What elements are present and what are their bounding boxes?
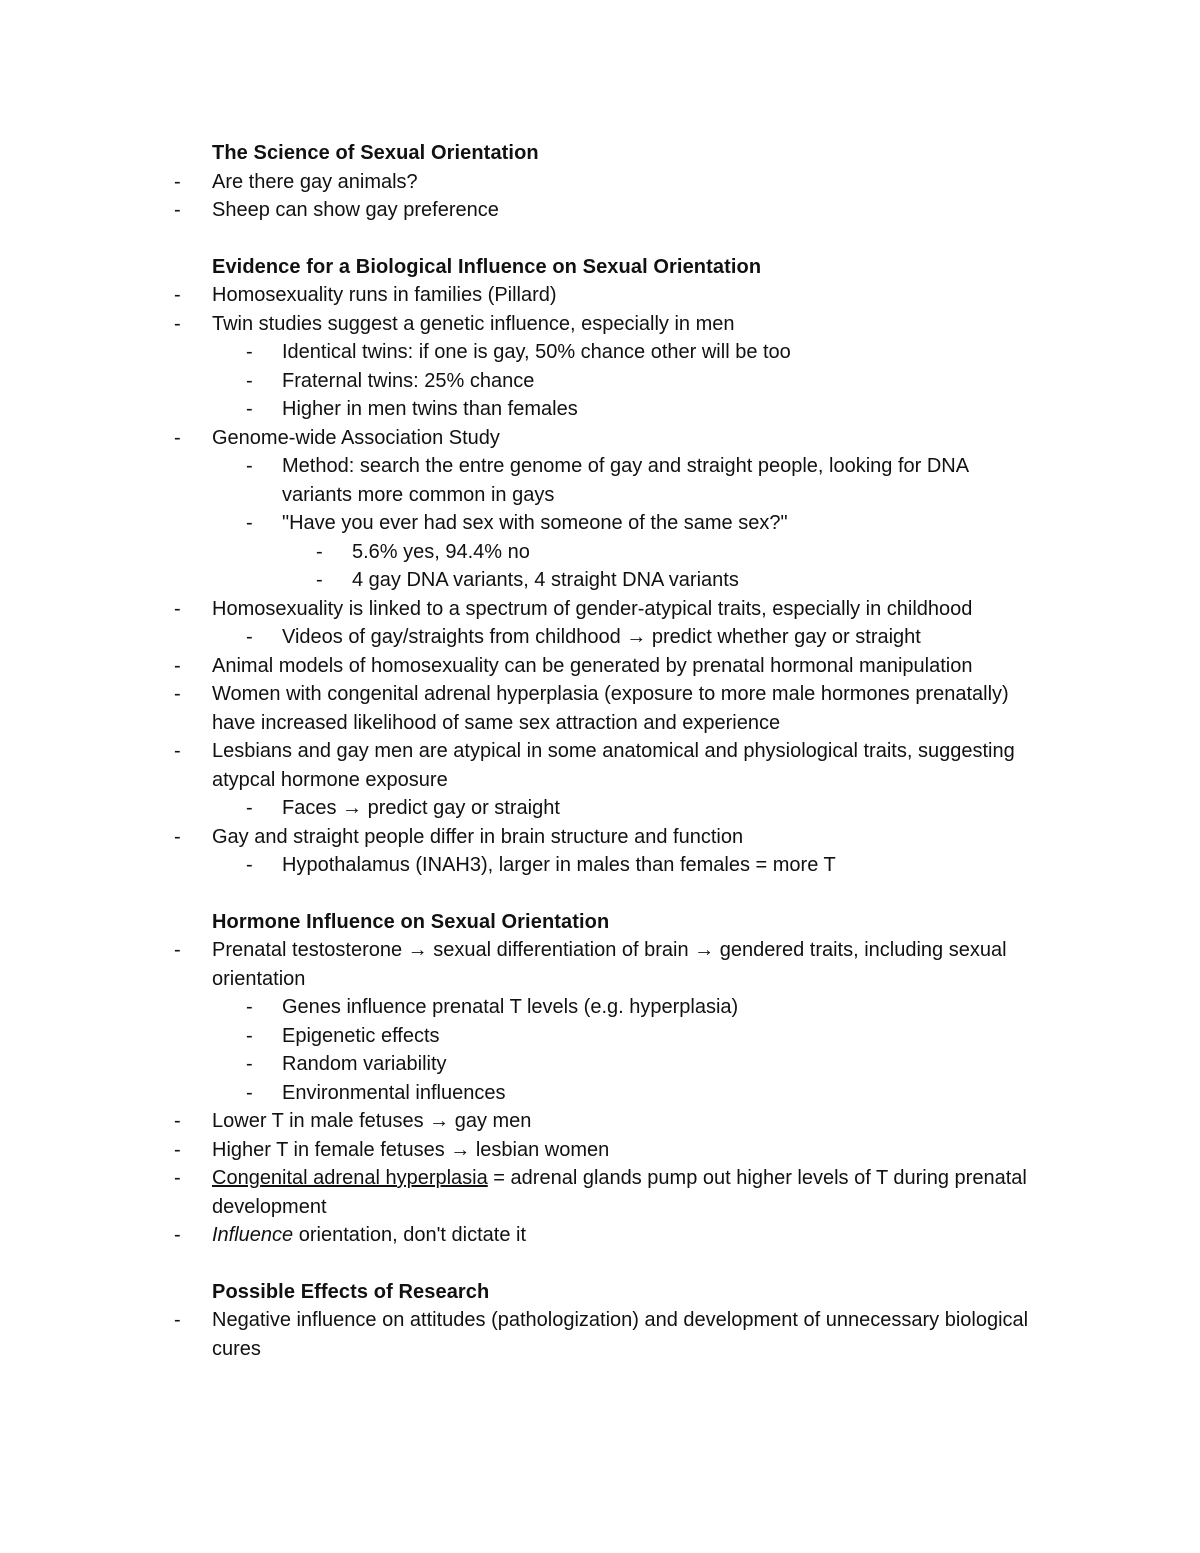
list-item-text: orientation, don't dictate it (293, 1224, 527, 1246)
bullet-dash: - (174, 740, 181, 762)
list-item (246, 509, 1042, 538)
list-item-text: Gay and straight people differ in brain structure and function (212, 825, 744, 848)
bullet-dash: - (246, 1024, 253, 1047)
bullet-dash: - (174, 654, 181, 677)
section-heading: Hormone Influence on Sexual Orientation (212, 910, 610, 933)
list-item-text: Homosexuality runs in families (Pillard) (212, 284, 557, 306)
list-item-text: 4 gay DNA variants, 4 straight DNA variants (352, 569, 739, 591)
list-item (174, 168, 1042, 197)
bullet-dash: - (174, 1138, 181, 1161)
list-item (174, 281, 1042, 310)
list-item (246, 623, 1042, 652)
list-item-text: Random variability (282, 1053, 447, 1075)
bullet-dash: - (246, 455, 253, 477)
bullet-dash: - (316, 540, 323, 563)
list-item-text: Videos of gay/straights from childhood → predict whether gay or straight (282, 626, 921, 648)
bullet-dash: - (174, 683, 181, 705)
list-item (174, 1107, 1042, 1136)
list-item-text: Prenatal testosterone → sexual differentiation of brain → gendered traits, including sexual orientation (212, 939, 1013, 990)
list-item (246, 993, 1042, 1022)
list-item (246, 1079, 1042, 1108)
bullet-dash: - (246, 1053, 253, 1075)
list-item (174, 1136, 1042, 1165)
list-item-text: Lesbians and gay men are atypical in some anatomical and physiological traits, suggesting atypcal hormone exposure (212, 740, 1021, 791)
bullet-dash: - (246, 996, 253, 1018)
bullet-dash: - (174, 170, 181, 193)
list-item (174, 1221, 1042, 1250)
list-item-text: Genome-wide Association Study (212, 426, 500, 449)
bullet-dash: - (174, 1224, 181, 1246)
bullet-dash: - (174, 312, 181, 335)
list-item (246, 452, 1042, 509)
bullet-dash: - (316, 569, 323, 591)
bullet-dash: - (174, 1309, 181, 1331)
list-item-text: Higher T in female fetuses → lesbian women (212, 1138, 610, 1161)
bullet-dash: - (246, 369, 253, 392)
list-item-text: Genes influence prenatal T levels (e.g. hyperplasia) (282, 996, 739, 1018)
list-item (246, 1022, 1042, 1051)
bullet-dash: - (246, 398, 253, 420)
list-item (246, 367, 1042, 396)
list-item (246, 395, 1042, 424)
list-item (174, 823, 1042, 852)
bullet-dash: - (246, 1081, 253, 1104)
list-item (174, 595, 1042, 624)
list-item-text: Epigenetic effects (282, 1024, 440, 1047)
list-item-text: Homosexuality is linked to a spectrum of gender-atypical traits, especially in childhood (212, 597, 973, 620)
list-item (174, 936, 1042, 993)
section (0, 1278, 1200, 1364)
list-item (246, 851, 1042, 880)
bullet-dash: - (174, 597, 181, 620)
section (0, 139, 1200, 225)
list-item-text: Animal models of homosexuality can be generated by prenatal hormonal manipulation (212, 654, 973, 677)
list-item-text: = adrenal glands pump out higher levels of T during prenatal development (212, 1167, 1033, 1218)
bullet-dash: - (246, 626, 253, 648)
bullet-dash: - (246, 341, 253, 363)
list-item-text: Fraternal twins: 25% chance (282, 369, 535, 392)
bullet-dash: - (174, 199, 181, 221)
list-item (174, 196, 1042, 225)
list-item-text: Higher in men twins than females (282, 398, 578, 420)
list-item (174, 310, 1042, 339)
list-item-text: "Have you ever had sex with someone of the same sex?" (282, 512, 788, 534)
list-item-text: Women with congenital adrenal hyperplasia (exposure to more male hormones prenatally) have increased likelihood of same sex attraction and experience (212, 683, 1015, 734)
list-item (174, 1306, 1042, 1363)
section (0, 908, 1200, 1250)
list-item (174, 1164, 1042, 1221)
list-item (174, 737, 1042, 794)
section (0, 253, 1200, 880)
list-item-text: Faces → predict gay or straight (282, 797, 560, 819)
list-item-text: Identical twins: if one is gay, 50% chance other will be too (282, 341, 791, 363)
list-item (246, 338, 1042, 367)
list-item (174, 652, 1042, 681)
bullet-dash: - (246, 854, 253, 876)
bullet-dash: - (174, 284, 181, 306)
bullet-dash: - (246, 512, 253, 534)
bullet-dash: - (174, 1110, 181, 1132)
list-item-text: Method: search the entre genome of gay and straight people, looking for DNA variants more common in gays (282, 455, 974, 506)
italic-term: Influence (212, 1224, 294, 1246)
list-item-text: 5.6% yes, 94.4% no (352, 540, 530, 563)
list-item-text: Twin studies suggest a genetic influence, especially in men (212, 312, 735, 335)
list-item-text: Lower T in male fetuses → gay men (212, 1110, 532, 1132)
list-item (316, 538, 1042, 567)
bullet-dash: - (174, 825, 181, 848)
list-item-text: Hypothalamus (INAH3), larger in males than females = more T (282, 854, 836, 876)
section-heading: The Science of Sexual Orientation (212, 142, 539, 164)
document-page (0, 139, 1200, 1391)
list-item-text: Are there gay animals? (212, 170, 418, 193)
list-item (316, 566, 1042, 595)
list-item (246, 794, 1042, 823)
bullet-dash: - (174, 426, 181, 449)
section-heading: Evidence for a Biological Influence on Sexual Orientation (212, 255, 762, 278)
bullet-dash: - (246, 797, 253, 819)
bullet-dash: - (174, 939, 181, 961)
list-item (246, 1050, 1042, 1079)
list-item-text: Negative influence on attitudes (pathologization) and development of unnecessary biological cures (212, 1309, 1034, 1360)
list-item-text: Environmental influences (282, 1081, 506, 1104)
underlined-term: Congenital adrenal hyperplasia (212, 1167, 488, 1189)
section-heading: Possible Effects of Research (212, 1280, 490, 1303)
list-item-text: Sheep can show gay preference (212, 199, 499, 221)
list-item (174, 680, 1042, 737)
bullet-dash: - (174, 1167, 181, 1189)
list-item (174, 424, 1042, 453)
